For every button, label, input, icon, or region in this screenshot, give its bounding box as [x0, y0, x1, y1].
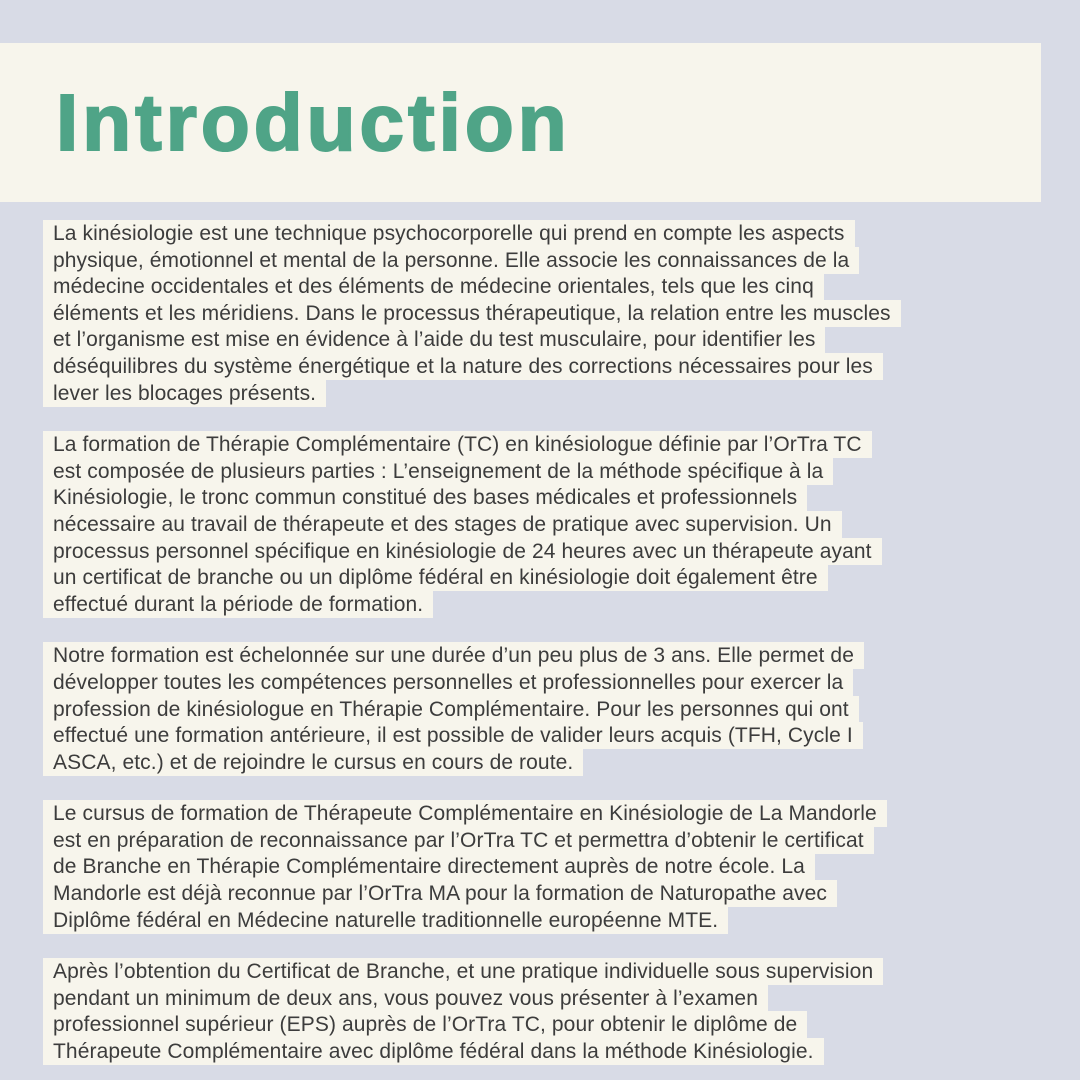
text-line: Diplôme fédéral en Médecine naturelle traditionnelle européenne MTE. — [43, 908, 1043, 935]
text-line: Mandorle est déjà reconnue par l’OrTra MA pour la formation de Naturopathe avec — [43, 881, 1043, 908]
text-line: Notre formation est échelonnée sur une durée d’un peu plus de 3 ans. Elle permet de — [43, 643, 1043, 670]
content-area — [43, 221, 1043, 1066]
text-line: processus personnel spécifique en kinésiologie de 24 heures avec un thérapeute ayant — [43, 539, 1043, 566]
text-line: Après l’obtention du Certificat de Branche, et une pratique individuelle sous supervision — [43, 959, 1043, 986]
text-line: ASCA, etc.) et de rejoindre le cursus en cours de route. — [43, 750, 1043, 777]
text-line: médecine occidentales et des éléments de médecine orientales, tels que les cinq — [43, 274, 1043, 301]
text-line: professionnel supérieur (EPS) auprès de l’OrTra TC, pour obtenir le diplôme de — [43, 1012, 1043, 1039]
text-line: La formation de Thérapie Complémentaire (TC) en kinésiologue définie par l’OrTra TC — [43, 432, 1043, 459]
paragraph-3 — [43, 643, 1043, 776]
page-title: Introduction — [56, 77, 571, 167]
text-line: éléments et les méridiens. Dans le processus thérapeutique, la relation entre les muscles — [43, 301, 1043, 328]
text-line: est en préparation de reconnaissance par l’OrTra TC et permettra d’obtenir le certificat — [43, 828, 1043, 855]
paragraph-4 — [43, 801, 1043, 934]
text-line: nécessaire au travail de thérapeute et des stages de pratique avec supervision. Un — [43, 512, 1043, 539]
text-line: pendant un minimum de deux ans, vous pouvez vous présenter à l’examen — [43, 986, 1043, 1013]
text-line: développer toutes les compétences personnelles et professionnelles pour exercer la — [43, 670, 1043, 697]
title-band — [0, 43, 1041, 202]
paragraph-5 — [43, 959, 1043, 1065]
text-line: Kinésiologie, le tronc commun constitué des bases médicales et professionnels — [43, 485, 1043, 512]
text-line: Thérapeute Complémentaire avec diplôme fédéral dans la méthode Kinésiologie. — [43, 1039, 1043, 1066]
text-line: de Branche en Thérapie Complémentaire directement auprès de notre école. La — [43, 854, 1043, 881]
text-line: profession de kinésiologue en Thérapie Complémentaire. Pour les personnes qui ont — [43, 697, 1043, 724]
text-line: et l’organisme est mise en évidence à l’aide du test musculaire, pour identifier les — [43, 327, 1043, 354]
text-line: est composée de plusieurs parties : L’enseignement de la méthode spécifique à la — [43, 459, 1043, 486]
text-line: effectué une formation antérieure, il est possible de valider leurs acquis (TFH, Cycle I — [43, 723, 1043, 750]
text-line: La kinésiologie est une technique psychocorporelle qui prend en compte les aspects — [43, 221, 1043, 248]
paragraph-2 — [43, 432, 1043, 618]
text-line: déséquilibres du système énergétique et la nature des corrections nécessaires pour les — [43, 354, 1043, 381]
text-line: effectué durant la période de formation. — [43, 592, 1043, 619]
text-line: lever les blocages présents. — [43, 381, 1043, 408]
text-line: physique, émotionnel et mental de la personne. Elle associe les connaissances de la — [43, 248, 1043, 275]
text-line: un certificat de branche ou un diplôme fédéral en kinésiologie doit également être — [43, 565, 1043, 592]
paragraph-1 — [43, 221, 1043, 407]
text-line: Le cursus de formation de Thérapeute Complémentaire en Kinésiologie de La Mandorle — [43, 801, 1043, 828]
